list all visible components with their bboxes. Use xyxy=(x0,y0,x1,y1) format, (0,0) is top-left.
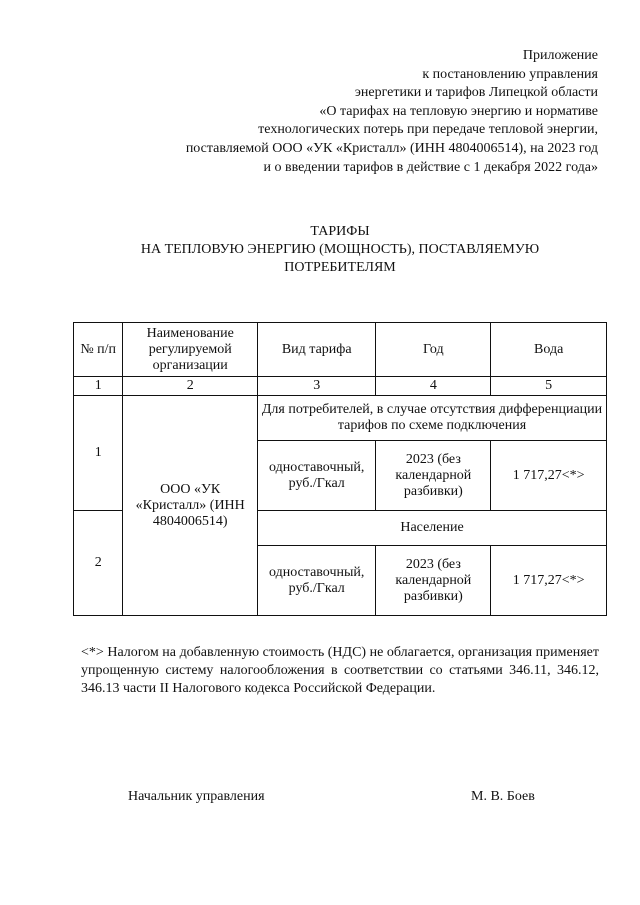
year-cell: 2023 (без календарной разбивки) xyxy=(376,546,491,616)
appendix-line: к постановлению управления xyxy=(422,66,598,82)
column-number-row xyxy=(74,377,607,396)
column-number: 3 xyxy=(258,377,376,396)
appendix-line: и о введении тарифов в действие с 1 декабря 2022 года» xyxy=(263,159,598,175)
header-num: № п/п xyxy=(74,323,123,377)
appendix-header xyxy=(118,47,598,177)
appendix-line: технологических потерь при передаче тепловой энергии, xyxy=(258,122,598,138)
appendix-line: Приложение xyxy=(522,48,598,63)
appendix-line: «О тарифах на тепловую энергию и нормативе xyxy=(319,103,598,119)
organization-cell: ООО «УК «Кристалл» (ИНН 4804006514) xyxy=(123,396,258,616)
water-value-cell: 1 717,27<*> xyxy=(491,441,607,511)
signature-name: М. В. Боев xyxy=(471,789,535,804)
row-num: 2 xyxy=(74,511,123,616)
document-title xyxy=(0,223,640,277)
column-number: 2 xyxy=(123,377,258,396)
column-number: 1 xyxy=(74,377,123,396)
title-line-3: ПОТРЕБИТЕЛЯМ xyxy=(284,260,396,275)
header-year: Год xyxy=(376,323,491,377)
header-tariff-type: Вид тарифа xyxy=(258,323,376,377)
table-row xyxy=(74,396,607,441)
tariff-table xyxy=(73,322,607,616)
tariff-type-cell: одноставочный, руб./Гкал xyxy=(258,441,376,511)
tariff-type-cell: одноставочный, руб./Гкал xyxy=(258,546,376,616)
table-header-row xyxy=(74,323,607,377)
water-value-cell: 1 717,27<*> xyxy=(491,546,607,616)
row-num: 1 xyxy=(74,396,123,511)
signature-position: Начальник управления xyxy=(128,789,265,804)
title-line-2: НА ТЕПЛОВУЮ ЭНЕРГИЮ (МОЩНОСТЬ), ПОСТАВЛЯЕМУЮ xyxy=(140,242,540,257)
footnote: <*> Налогом на добавленную стоимость (НДС) не облагается, организация применяет упрощенную систему налогообложения в соответствии со статьями 346.11, 346.12, 346.13 части II Налогового кодекса Российской Федерации. xyxy=(81,645,599,696)
title-line-1: ТАРИФЫ xyxy=(310,224,370,239)
appendix-line: поставляемой ООО «УК «Кристалл» (ИНН 4804006514), на 2023 год xyxy=(185,140,598,156)
header-org: Наименование регулируемой организации xyxy=(123,323,258,377)
group-label: Население xyxy=(258,511,607,546)
column-number: 4 xyxy=(376,377,491,396)
group-label: Для потребителей, в случае отсутствия дифференциации тарифов по схеме подключения xyxy=(258,396,607,441)
year-cell: 2023 (без календарной разбивки) xyxy=(376,441,491,511)
appendix-line: энергетики и тарифов Липецкой области xyxy=(354,85,598,101)
header-water: Вода xyxy=(491,323,607,377)
column-number: 5 xyxy=(491,377,607,396)
